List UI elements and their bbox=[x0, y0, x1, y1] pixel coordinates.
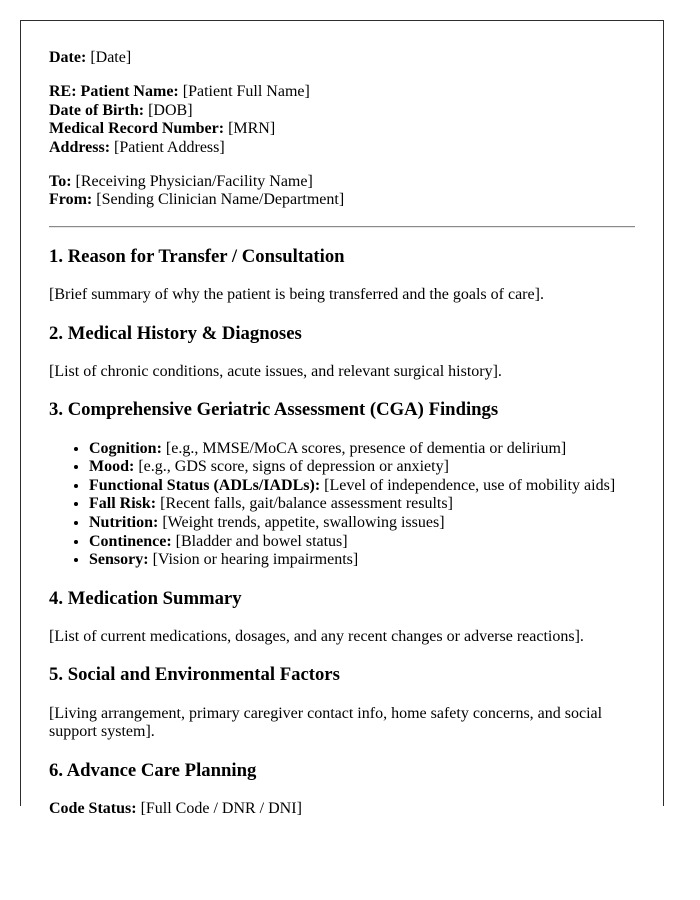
bullet-label: Functional Status (ADLs/IADLs): bbox=[89, 476, 321, 494]
bullet-label: Sensory: bbox=[89, 551, 149, 569]
bullet-label: Cognition: bbox=[89, 439, 162, 457]
mrn-value: [MRN] bbox=[224, 120, 276, 138]
section-title-medication: 4. Medication Summary bbox=[49, 587, 242, 609]
mrn-label: Medical Record Number: bbox=[49, 120, 225, 138]
section-body-social: [Living arrangement, primary caregiver contact info, home safety concerns, and social support system]. bbox=[49, 704, 603, 741]
from-value: [Sending Clinician Name/Department] bbox=[92, 191, 345, 209]
bullet-value: [Bladder and bowel status] bbox=[171, 532, 348, 550]
address-label: Address: bbox=[49, 138, 111, 156]
cga-findings-list bbox=[49, 440, 635, 570]
from-label: From: bbox=[49, 191, 93, 209]
list-item bbox=[89, 551, 635, 570]
section-body-history: [List of chronic conditions, acute issues, and relevant surgical history]. bbox=[49, 363, 502, 380]
code-status-value: [Full Code / DNR / DNI] bbox=[136, 800, 302, 818]
divider bbox=[49, 226, 635, 228]
patient-name-label: RE: Patient Name: bbox=[49, 83, 179, 101]
date-label: Date: bbox=[49, 49, 87, 66]
bullet-value: [e.g., MMSE/MoCA scores, presence of dementia or delirium] bbox=[161, 439, 567, 457]
section-body-medication: [List of current medications, dosages, and any recent changes or adverse reactions]. bbox=[49, 628, 584, 646]
bullet-label: Fall Risk: bbox=[89, 495, 157, 513]
dob-value: [DOB] bbox=[144, 101, 193, 119]
bullet-label: Continence: bbox=[89, 532, 172, 550]
dob-label: Date of Birth: bbox=[49, 101, 145, 119]
section-title-history: 2. Medical History & Diagnoses bbox=[49, 322, 302, 344]
section-title-acp: 6. Advance Care Planning bbox=[49, 759, 257, 781]
list-item bbox=[89, 458, 635, 477]
section-title-reason: 1. Reason for Transfer / Consultation bbox=[49, 245, 345, 267]
letter-document bbox=[20, 20, 664, 818]
list-item bbox=[89, 514, 635, 533]
bullet-value: [Weight trends, appetite, swallowing issues] bbox=[158, 514, 445, 532]
bullet-value: [Vision or hearing impairments] bbox=[148, 551, 359, 569]
to-label: To: bbox=[49, 172, 72, 190]
list-item bbox=[89, 533, 635, 552]
date-value: [Date] bbox=[86, 49, 132, 66]
code-status-label: Code Status: bbox=[49, 800, 137, 818]
section-body-reason: [Brief summary of why the patient is being transferred and the goals of care]. bbox=[49, 286, 544, 304]
section-body-acp-clipped bbox=[49, 800, 635, 818]
patient-name-value: [Patient Full Name] bbox=[178, 83, 310, 101]
bullet-label: Nutrition: bbox=[89, 514, 159, 532]
bullet-value: [e.g., GDS score, signs of depression or anxiety] bbox=[134, 458, 449, 476]
list-item bbox=[89, 495, 635, 514]
list-item bbox=[89, 440, 635, 459]
address-value: [Patient Address] bbox=[110, 138, 225, 156]
date-line bbox=[49, 49, 635, 67]
bullet-value: [Recent falls, gait/balance assessment results] bbox=[156, 495, 453, 513]
to-value: [Receiving Physician/Facility Name] bbox=[71, 172, 313, 190]
bullet-label: Mood: bbox=[89, 458, 135, 476]
routing-block bbox=[49, 173, 635, 210]
section-title-social: 5. Social and Environmental Factors bbox=[49, 664, 340, 686]
section-title-cga: 3. Comprehensive Geriatric Assessment (CGA) Findings bbox=[49, 399, 499, 421]
patient-info-block bbox=[49, 83, 635, 157]
list-item bbox=[89, 477, 635, 496]
bullet-value: [Level of independence, use of mobility aids] bbox=[320, 476, 616, 494]
